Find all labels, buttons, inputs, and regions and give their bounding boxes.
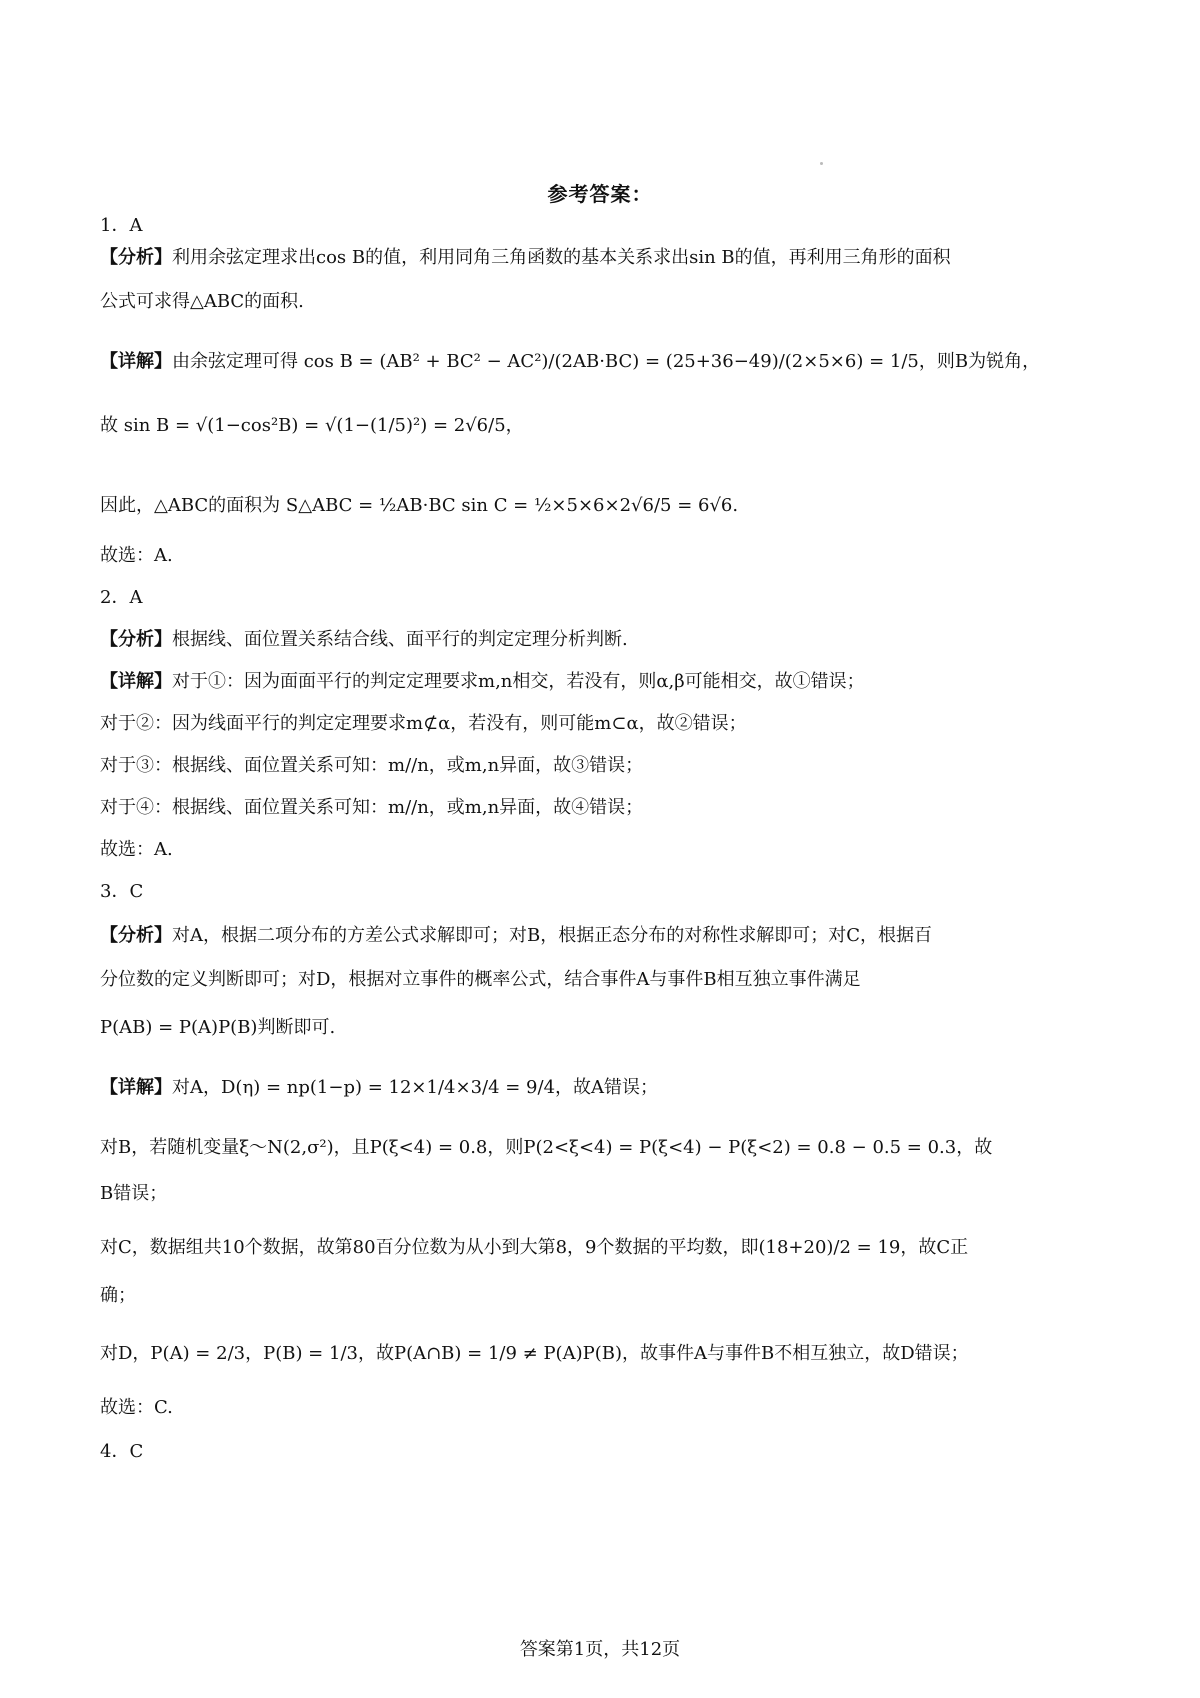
detail-label: 【详解】 xyxy=(100,1077,172,1098)
q3-analysis-line-2: 分位数的定义判断即可；对D，根据对立事件的概率公式，结合事件A与事件B相互独立事件满足 xyxy=(100,969,861,990)
analysis-label: 【分析】 xyxy=(100,629,172,650)
analysis-label: 【分析】 xyxy=(100,925,172,946)
q1-detail-line-1 xyxy=(100,348,1040,376)
q3-detail-line-3: B错误； xyxy=(100,1183,168,1204)
detail-label: 【详解】 xyxy=(100,351,172,372)
scan-speck xyxy=(820,162,823,165)
q3-number: 3．C xyxy=(100,881,144,902)
q1-answer: 故选：A. xyxy=(100,545,173,566)
q3-detail-line-6: 对D，P(A) = 2/3，P(B) = 1/3，故P(A∩B) = 1/9 ≠ P(A)P(B)，故事件A与事件B不相互独立，故D错误； xyxy=(100,1343,969,1364)
q2-answer: 故选：A. xyxy=(100,839,173,860)
q1-analysis-line-2: 公式可求得△ABC的面积. xyxy=(100,291,304,312)
q2-detail-line-3: 对于③：根据线、面位置关系可知：m//n，或m,n异面，故③错误； xyxy=(100,755,644,776)
detail-label: 【详解】 xyxy=(100,671,172,692)
q2-number: 2．A xyxy=(100,587,143,608)
q3-detail-line-5: 确； xyxy=(100,1285,136,1306)
q2-detail-line-1 xyxy=(100,668,865,696)
q2-detail-text-1: 对于①：因为面面平行的判定定理要求m,n相交，若没有，则α,β可能相交，故①错误； xyxy=(172,671,865,692)
q1-analysis-line-1 xyxy=(100,244,951,272)
page-footer: 答案第1页，共12页 xyxy=(519,1639,681,1660)
q3-detail-line-4: 对C，数据组共10个数据，故第80百分位数为从小到大第8，9个数据的平均数，即(18+20)/2 = 19，故C正 xyxy=(100,1237,969,1258)
q3-analysis-text-1: 对A，根据二项分布的方差公式求解即可；对B，根据正态分布的对称性求解即可；对C，根据百 xyxy=(172,925,932,946)
q1-detail-line-2: 故 sin B = √(1−cos²B) = √(1−(1/5)²) = 2√6/5， xyxy=(100,415,524,436)
q3-analysis-line-3: P(AB) = P(A)P(B)判断即可. xyxy=(100,1017,336,1038)
q3-detail-line-1 xyxy=(100,1074,658,1102)
q2-analysis-line-1 xyxy=(100,626,628,654)
q3-analysis-line-1 xyxy=(100,922,932,950)
q2-detail-line-2: 对于②：因为线面平行的判定定理要求m⊄α，若没有，则可能m⊂α，故②错误； xyxy=(100,713,747,734)
q2-detail-line-4: 对于④：根据线、面位置关系可知：m//n，或m,n异面，故④错误； xyxy=(100,797,644,818)
q3-detail-line-2: 对B，若随机变量ξ～N(2,σ²)，且P(ξ<4) = 0.8，则P(2<ξ<4) = P(ξ<4) − P(ξ<2) = 0.8 − 0.5 = 0.3，故 xyxy=(100,1137,993,1158)
q3-detail-text-1: 对A，D(η) = np(1−p) = 12×1/4×3/4 = 9/4，故A错误； xyxy=(172,1077,659,1098)
q3-answer: 故选：C. xyxy=(100,1397,173,1418)
q1-detail-text-1: 由余弦定理可得 cos B = (AB² + BC² − AC²)/(2AB·BC) = (25+36−49)/(2×5×6) = 1/5，则B为锐角， xyxy=(172,351,1041,372)
q1-detail-line-3: 因此，△ABC的面积为 S△ABC = ½AB·BC sin C = ½×5×6×2√6/5 = 6√6. xyxy=(100,495,739,516)
analysis-label: 【分析】 xyxy=(100,247,172,268)
q4-number: 4．C xyxy=(100,1441,144,1462)
q1-number: 1．A xyxy=(100,215,143,236)
page-title: 参考答案： xyxy=(547,182,653,206)
q2-analysis-text-1: 根据线、面位置关系结合线、面平行的判定定理分析判断. xyxy=(172,629,628,650)
q1-analysis-text-1: 利用余弦定理求出cos B的值，利用同角三角函数的基本关系求出sin B的值，再利用三角形的面积 xyxy=(172,247,951,268)
